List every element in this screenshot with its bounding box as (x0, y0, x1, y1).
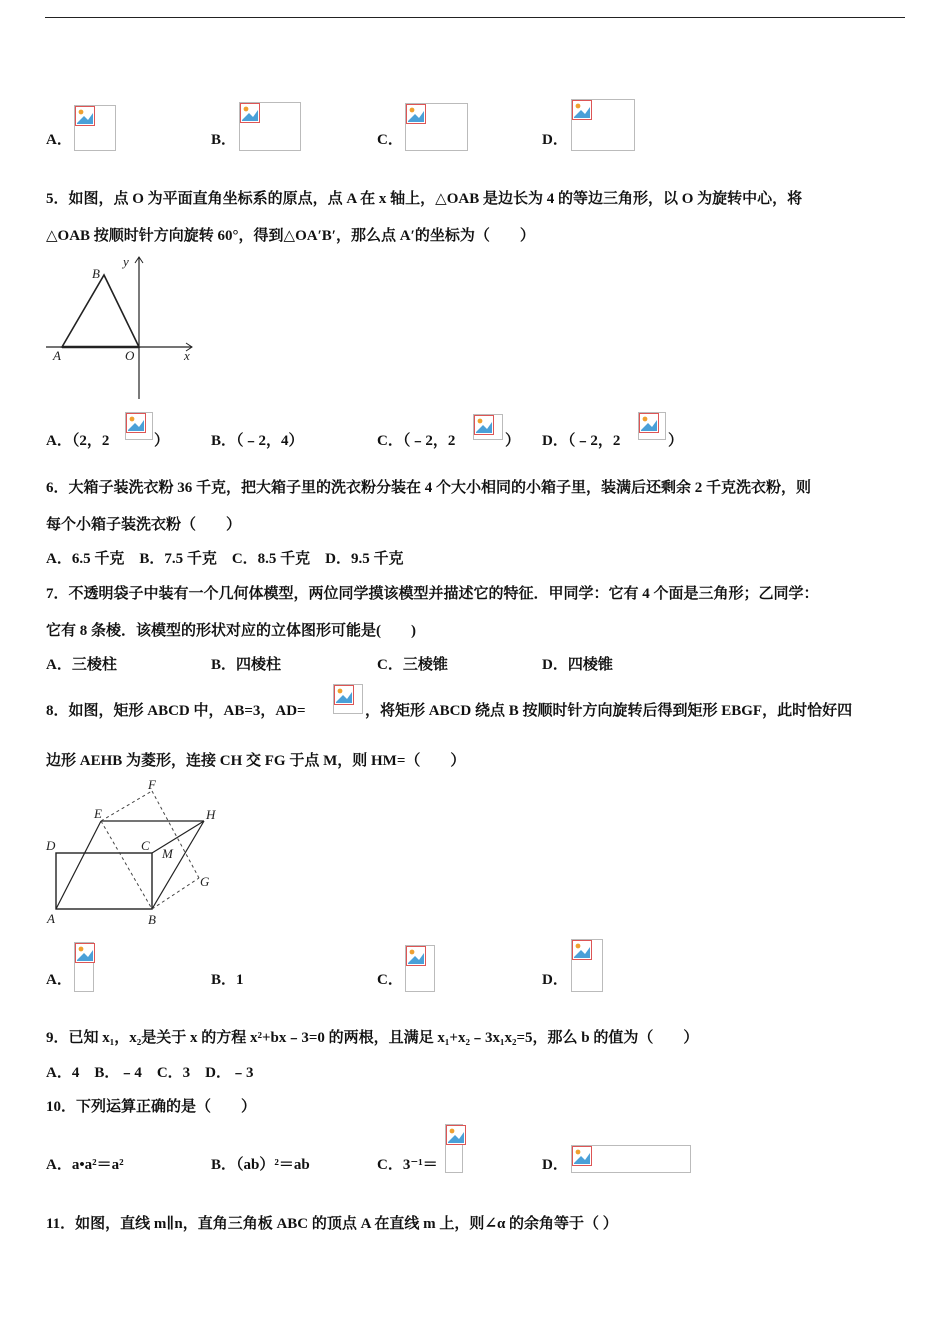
q7-option-a: A．三棱柱 (46, 657, 117, 673)
image-placeholder (74, 105, 116, 151)
q10-option-b: B．（ab）²＝ab (211, 1157, 310, 1173)
q5-option-d-end: ） (668, 433, 684, 449)
broken-image-icon (572, 1146, 592, 1166)
q4-option-c: C． (377, 132, 403, 148)
label-o: O (125, 348, 135, 363)
q5-line1: 5．如图，点 O 为平面直角坐标系的原点，点 A 在 x 轴上，△OAB 是边长为 4 的等边三角形，以 O 为旋转中心，将 (46, 191, 803, 207)
image-placeholder (74, 942, 94, 992)
broken-image-icon (240, 103, 260, 123)
q10-option-c: C．3⁻¹＝ (377, 1157, 438, 1173)
broken-image-icon (75, 943, 95, 963)
label-c: C (141, 838, 150, 853)
label-m: M (162, 846, 173, 861)
header-rule (45, 17, 905, 18)
label-y: y (123, 254, 129, 269)
broken-image-icon (406, 946, 426, 966)
q10-line1: 10．下列运算正确的是（ ） (46, 1099, 257, 1115)
q5-option-b: B．（﹣2，4） (211, 433, 304, 449)
image-placeholder (473, 414, 503, 440)
q7-line2: 它有 8 条棱．该模型的形状对应的立体图形可能是( ) (46, 623, 416, 639)
q6-line2: 每个小箱子装洗衣粉（ ） (46, 517, 242, 533)
label-f: F (148, 778, 156, 792)
q7-option-d: D．四棱锥 (542, 657, 613, 673)
q5-figure (44, 253, 199, 403)
image-placeholder (571, 1145, 691, 1173)
label-d: D (46, 838, 56, 853)
q6-line1: 6．大箱子装洗衣粉 36 千克，把大箱子里的洗衣粉分装在 4 个大小相同的小箱子里，装满后还剩余 2 千克洗衣粉，则 (46, 480, 812, 496)
label-x: x (184, 348, 190, 363)
q9-options: A．4 B．﹣4 C．3 D．﹣3 (46, 1065, 254, 1081)
q4-option-b: B． (211, 132, 237, 148)
q8-figure (44, 778, 224, 928)
broken-image-icon (572, 940, 592, 960)
broken-image-icon (126, 413, 146, 433)
q8-line2: 边形 AEHB 为菱形，连接 CH 交 FG 于点 M，则 HM=（ ） (46, 753, 466, 769)
q8-option-b: B．1 (211, 972, 244, 988)
image-placeholder (333, 684, 363, 714)
image-placeholder (571, 99, 635, 151)
broken-image-icon (75, 106, 95, 126)
broken-image-icon (572, 100, 592, 120)
label-a: A (47, 911, 55, 926)
q10-option-a: A．a•a²＝a² (46, 1157, 124, 1173)
broken-image-icon (446, 1125, 466, 1145)
q11-line1: 11．如图，直线 m∥n，直角三角板 ABC 的顶点 A 在直线 m 上，则∠α 的余角等于（ ） (46, 1216, 618, 1232)
q8-option-a: A． (46, 972, 72, 988)
image-placeholder (405, 103, 468, 151)
q7-option-b: B．四棱柱 (211, 657, 282, 673)
label-b: B (148, 912, 156, 927)
q10-option-d: D． (542, 1157, 568, 1173)
q5-option-a: A．（2，2 (46, 433, 110, 449)
q8-option-d: D． (542, 972, 568, 988)
broken-image-icon (474, 415, 494, 435)
label-g: G (200, 874, 210, 889)
label-b: B (92, 266, 100, 281)
image-placeholder (405, 945, 435, 992)
broken-image-icon (334, 685, 354, 705)
q7-option-c: C．三棱锥 (377, 657, 448, 673)
q4-option-a: A． (46, 132, 72, 148)
broken-image-icon (639, 413, 659, 433)
image-placeholder (125, 412, 153, 440)
q7-line1: 7．不透明袋子中装有一个几何体模型，两位同学摸该模型并描述它的特征．甲同学：它有 4 个面是三角形；乙同学： (46, 586, 819, 602)
q5-option-c-end: ） (505, 433, 521, 449)
image-placeholder (239, 102, 301, 151)
q5-option-a-end: ） (154, 433, 170, 449)
q4-option-d: D． (542, 132, 568, 148)
q5-line2: △OAB 按顺时针方向旋转 60°，得到△OA′B′，那么点 A′的坐标为（ ） (46, 228, 535, 244)
q5-option-d: D．（﹣2，2 (542, 433, 621, 449)
image-placeholder (571, 939, 603, 992)
broken-image-icon (406, 104, 426, 124)
q9-line1: 9．已知 x₁，x₂是关于 x 的方程 x²+bx﹣3=0 的两根，且满足 x₁+x₂﹣3x₁x₂=5，那么 b 的值为（ ） (46, 1030, 699, 1046)
q8-line1a: 8．如图，矩形 ABCD 中，AB=3，AD= (46, 703, 306, 719)
label-e: E (94, 806, 102, 821)
label-h: H (206, 807, 216, 822)
q5-option-c: C．（﹣2，2 (377, 433, 456, 449)
q6-options: A．6.5 千克 B．7.5 千克 C．8.5 千克 D．9.5 千克 (46, 551, 404, 567)
image-placeholder (638, 412, 666, 440)
image-placeholder (445, 1124, 463, 1173)
label-a: A (53, 348, 61, 363)
q8-option-c: C． (377, 972, 403, 988)
q8-line1b: ，将矩形 ABCD 绕点 B 按顺时针方向旋转后得到矩形 EBGF，此时恰好四 (365, 703, 853, 719)
